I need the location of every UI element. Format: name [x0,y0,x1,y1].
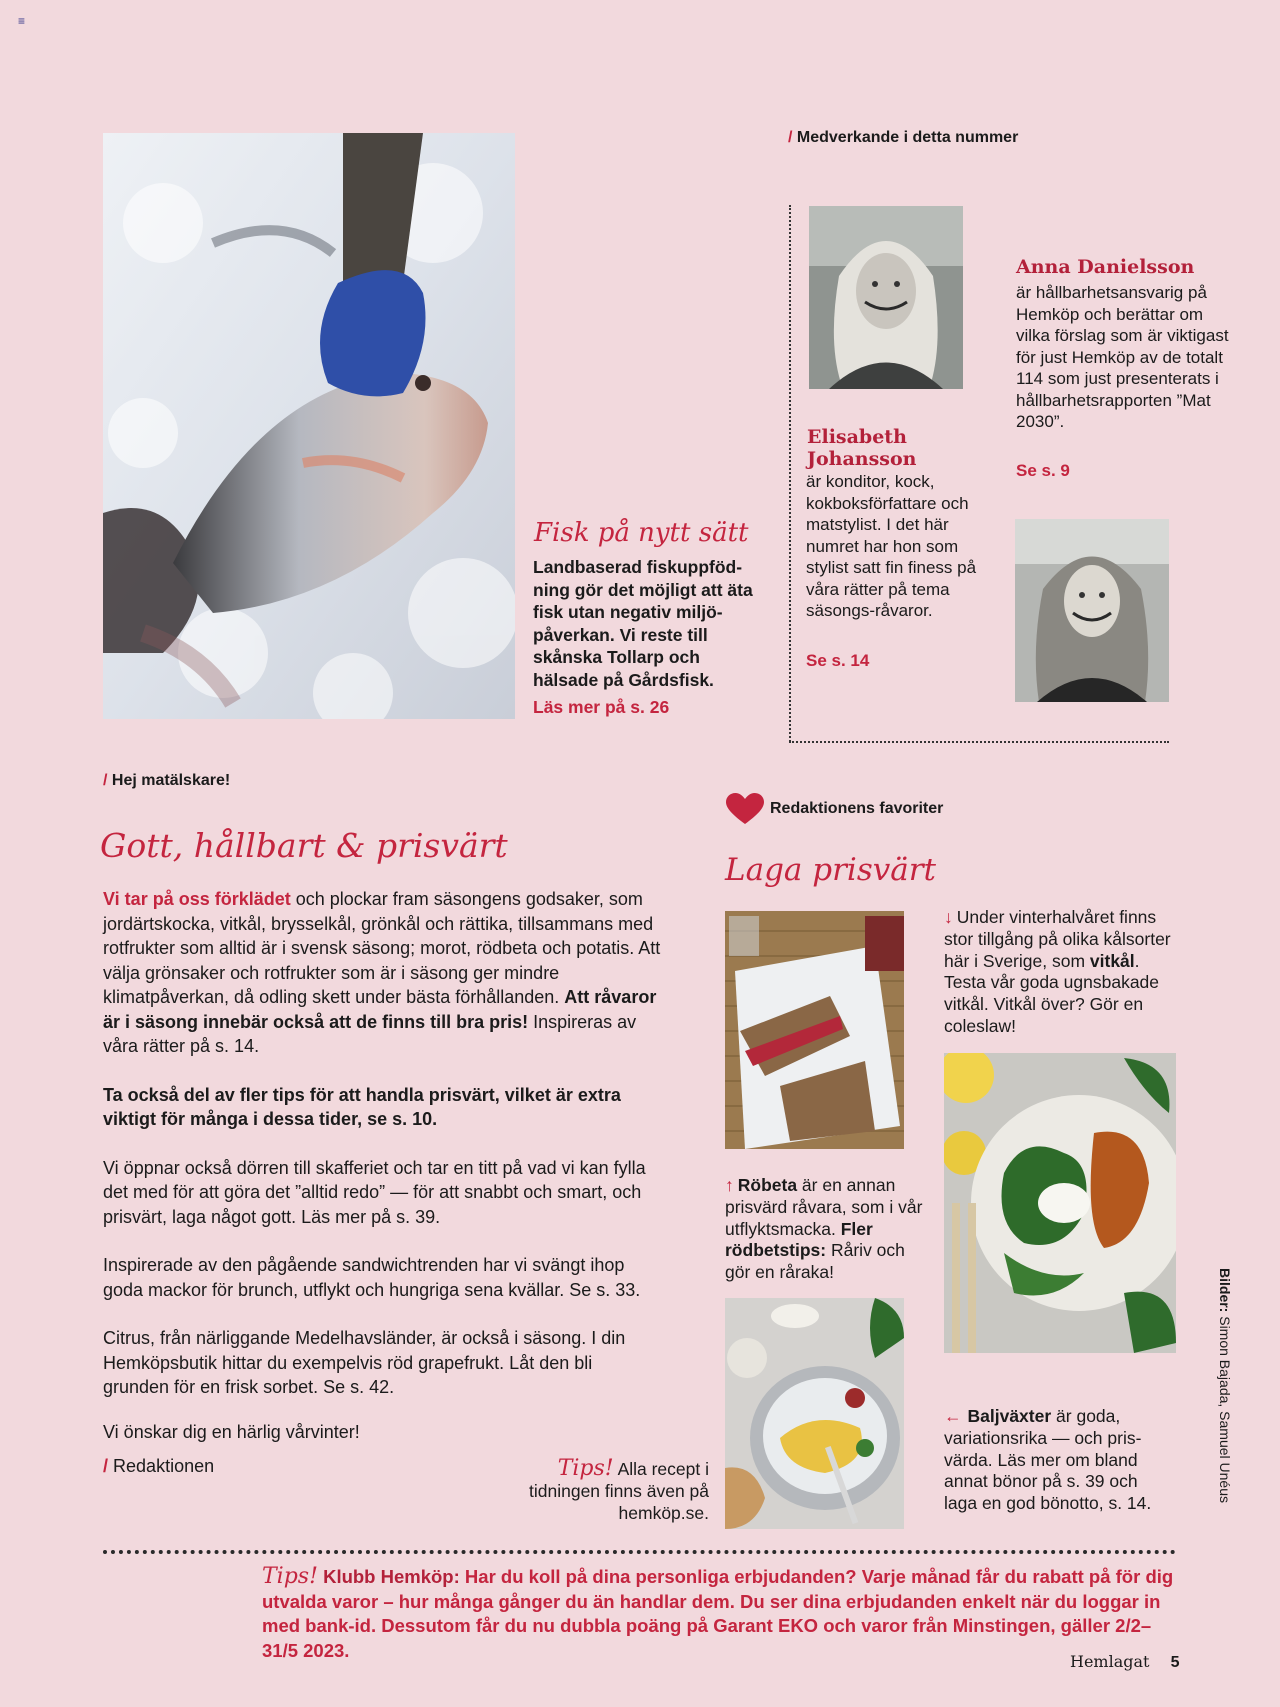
p1-lead: Vi tar på oss förklädet [103,889,291,909]
bonotto-photo [725,1298,904,1529]
recipes-tip-text: Alla recept i tidningen finns även på hemköp.se. [529,1459,709,1523]
baljvaxter-text [944,1406,1174,1515]
editorial-title: Gott, hållbart & prisvärt [100,826,508,865]
paragraph-1 [103,887,663,1059]
paragraph-6: Vi önskar dig en härlig vårvinter! [103,1421,360,1442]
corner-mark: ≡ [18,14,26,28]
fish-feature-ref: Läs mer på s. 26 [533,697,670,717]
favorites-label: Redaktionens favoriter [770,800,944,817]
elisabeth-name: Elisabeth Johansson [807,426,917,470]
credits-label: Bilder: [1217,1268,1233,1313]
klubb-text: Har du koll på dina personliga erbjudanden? Varje månad får du rabatt på för dig utvalda varor – hur många gånger du än handlar dem. Du ser dina erbjudanden enkelt när du loggar in med bank-id. Dessutom får du nu dubbla poäng på Garant EKO och varor från Minstingen, gäller 2/2–31/5 2023. [262,1566,1174,1661]
editorial-body [103,887,663,1479]
recipes-tip [510,1458,709,1524]
recipes-tip-label: Tips! [557,1456,614,1481]
footer-brand: Hemlagat [1070,1652,1150,1671]
p1-bold: Att råvaror är i säsong innebär också att de finns till bra pris! [103,987,657,1032]
elisabeth-portrait [809,206,963,389]
paragraph-2: Ta också del av fler tips för att handla prisvärt, vilket är extra viktigt för många i dessa tider, se s. 10. [103,1084,621,1129]
vitkal-text2: . Testa vår goda ugnsbakade vitkål. Vitkål över? Gör en coleslaw! [944,950,1160,1036]
klubb-bold: Klubb Hemköp: [323,1566,460,1587]
contributors-divider-horizontal [789,741,1169,743]
paragraph-5: Citrus, från närliggande Medelhavsländer, är också i säsong. I din Hemköpsbutik hittar du exempelvis röd grapefrukt. Låt den bli grunden för en frisk sorbet. Se s. 42. [103,1328,626,1397]
paragraph-4: Inspirerade av den pågående sandwichtrenden har vi svängt ihop goda mackor för brunch, utflykt och hungriga sena kvällar. Se s. 33. [103,1255,641,1300]
elisabeth-bio: är konditor, kock, kokboksförfattare och matstylist. I det här numret har hon som stylist satt fin finess på våra rätter på tema säsongs-råvaror. [806,472,977,620]
p1-text: och plockar fram säsongens godsaker, som jordärtskocka, vitkål, brysselkål, grönkål och rättika, tillsammans med rotfrukter som alltid är i svensk säsong; morot, rödbeta och potatis. Att välja grönsaker och rotfrukter som är i säsong ger mindre klimatpåverkan, då odling skett under bästa förhållanden. [103,889,661,1007]
signature-text: Redaktionen [113,1456,215,1476]
baljvaxter-bold: Baljväxter [967,1406,1052,1426]
vitkal-arrow: ↓ [944,907,953,927]
vitkal-bold: vitkål [1089,950,1135,971]
anna-bio: är hållbarhetsansvarig på Hemköp och berättar om vilka förslag som är viktigast för just Hemköp av de totalt 114 som just presenterats i hållbarhetsrapporten ”Mat 2030”. [1016,283,1229,431]
footer [1070,1652,1179,1672]
editorial-kicker [103,772,230,790]
kicker-slash: / [103,772,108,789]
heading-text: Medverkande i detta nummer [796,129,1019,146]
credits-names: Simon Bajada, Samuel Unéus [1217,1312,1233,1504]
robeta-text1: är en annan prisvärd råvara, som i vår utflyktsmacka. [725,1175,923,1239]
footer-page-number: 5 [1170,1654,1180,1671]
robeta-bold1: Röbeta [737,1175,798,1195]
paragraph-3: Vi öppnar också dörren till skafferiet och tar en titt på vad vi kan fylla det med för att göra det ”alltid redo” — för att snabbt och smart, och prisvärt, laga något gott. Läs mer på s. 39. [103,1157,646,1227]
heading-slash: / [788,129,793,146]
anna-ref: Se s. 9 [1016,461,1070,480]
fish-feature-text: Landbaserad fiskuppföd-ning gör det möjligt att äta fisk utan negativ miljö-påverkan. Vi reste till skånska Tollarp och hälsade på Gårdsfisk. [533,557,753,690]
fish-feature-title: Fisk på nytt sätt [534,518,749,548]
vitkal-photo [944,1053,1176,1353]
robeta-text [725,1175,925,1284]
contributors-heading [788,129,1018,147]
robeta-arrow: ↑ [725,1175,734,1195]
kicker-text: Hej matälskare! [111,772,231,789]
baljvaxter-text-body: är goda, variationsrika — och pris-värda. Läs mer om bland annat bönor på s. 39 och laga en god bönotto, s. 14. [944,1406,1152,1514]
robeta-bold2: Fler rödbetstips: [725,1218,873,1261]
vitkal-text1: Under vinterhalvåret finns stor tillgång på olika kålsorter här i Sverige, som [944,907,1171,971]
sandwich-photo [725,911,904,1149]
bottom-divider [103,1550,1176,1554]
klubb-tip-label: Tips! [262,1564,318,1589]
vitkal-text [944,907,1174,1038]
contributors-divider-vertical [789,205,791,742]
p1-end: Inspireras av våra rätter på s. 14. [103,1011,637,1056]
anna-name: Anna Danielsson [1016,256,1195,278]
anna-portrait [1015,519,1169,702]
signature-slash: / [103,1456,109,1476]
fish-photo [103,133,515,719]
elisabeth-ref: Se s. 14 [806,651,870,670]
robeta-text2: Råriv och gör en råraka! [725,1240,905,1283]
klubb-tip [262,1565,1178,1663]
favorites-title: Laga prisvärt [725,852,937,888]
heart-icon [726,793,764,830]
baljvaxter-arrow: ← [944,1406,962,1426]
